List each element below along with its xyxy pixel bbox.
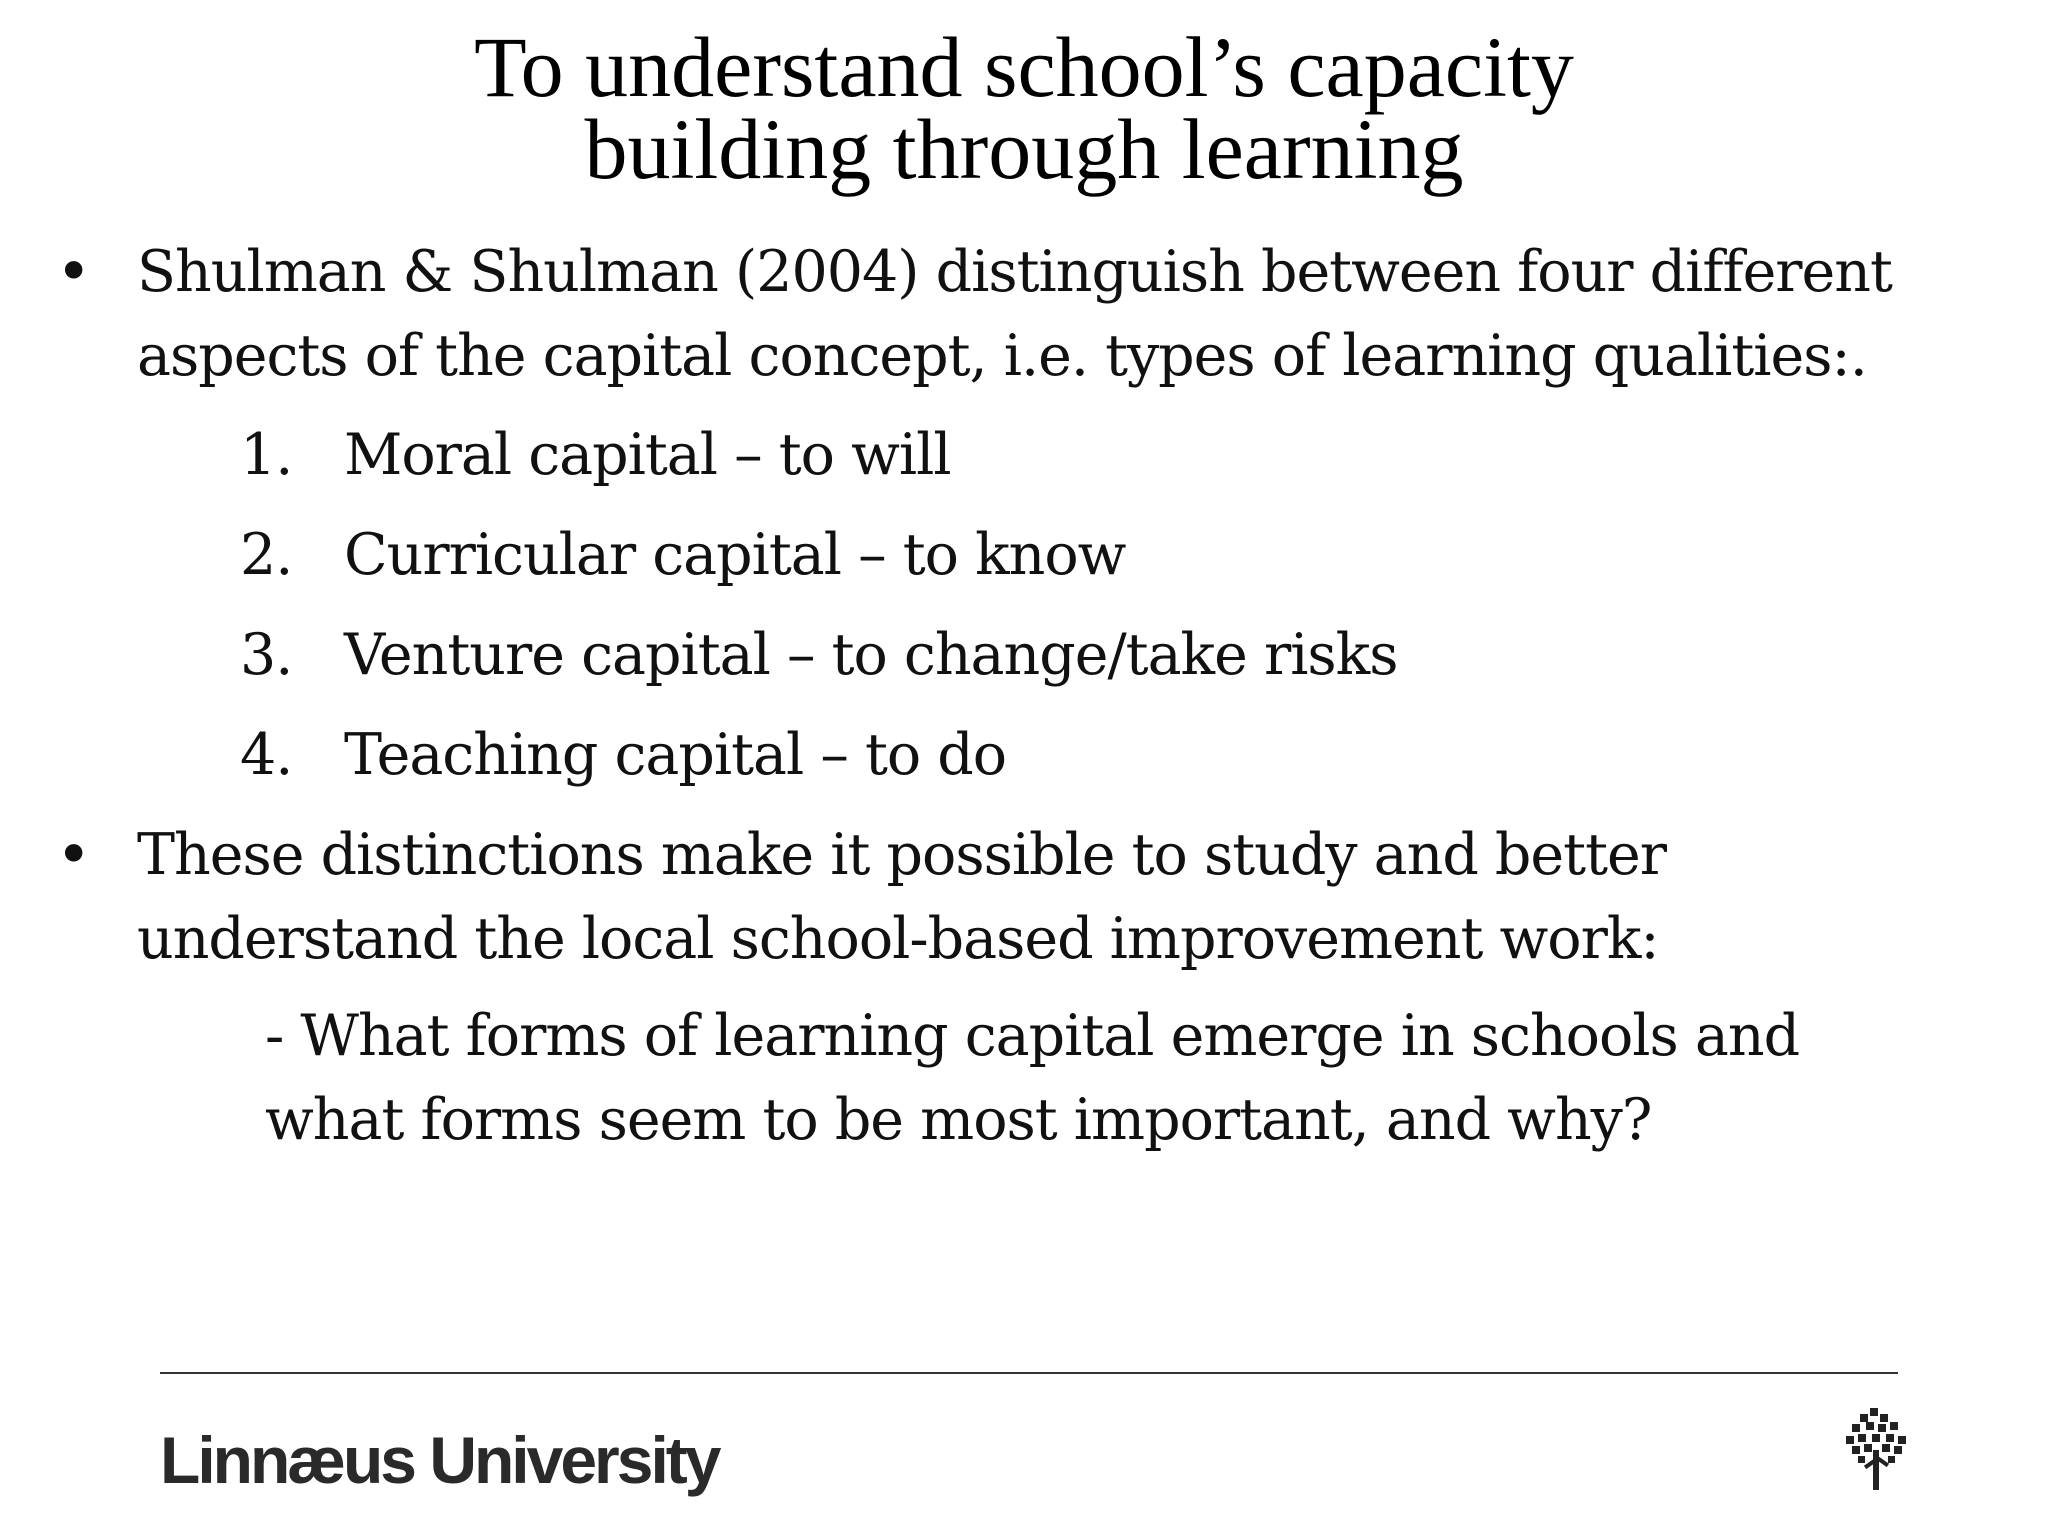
bullet-marker: •	[56, 820, 92, 890]
tree-icon	[1844, 1406, 1908, 1490]
sub-question-line-2: what forms seem to be most important, and why?	[265, 1087, 1652, 1153]
list-item-text: Moral capital – to will	[344, 422, 951, 488]
bullet-paragraph-2	[137, 813, 2017, 981]
list-item	[240, 413, 951, 497]
sub-question-line-1: - What forms of learning capital emerge in schools and	[265, 1003, 1800, 1069]
sub-question	[265, 994, 2025, 1162]
list-item-text: Teaching capital – to do	[344, 722, 1007, 788]
list-item	[240, 513, 1125, 597]
list-item-number: 1.	[240, 422, 293, 488]
bullet-1-line-2: aspects of the capital concept, i.e. types of learning qualities:.	[137, 323, 1867, 389]
bullet-1-line-1: Shulman & Shulman (2004) distinguish between four different	[137, 239, 1892, 305]
list-item-number: 3.	[240, 622, 293, 688]
bullet-2-line-2: understand the local school-based improvement work:	[137, 906, 1659, 972]
bullet-2-line-1: These distinctions make it possible to study and better	[137, 822, 1666, 888]
university-logo-text: Linnæus University	[160, 1423, 719, 1497]
bullet-marker: •	[56, 237, 92, 307]
slide-title-line-1: To understand school’s capacity	[474, 19, 1574, 115]
slide-title	[0, 19, 2048, 197]
list-item-text: Venture capital – to change/take risks	[344, 622, 1398, 688]
list-item-text: Curricular capital – to know	[344, 522, 1126, 588]
list-item	[240, 713, 1006, 797]
list-item-number: 2.	[240, 522, 293, 588]
list-item	[240, 613, 1397, 697]
list-item-number: 4.	[240, 722, 293, 788]
footer-divider	[160, 1372, 1898, 1374]
slide-title-line-2: building through learning	[584, 101, 1464, 197]
bullet-paragraph-1	[137, 230, 2017, 398]
